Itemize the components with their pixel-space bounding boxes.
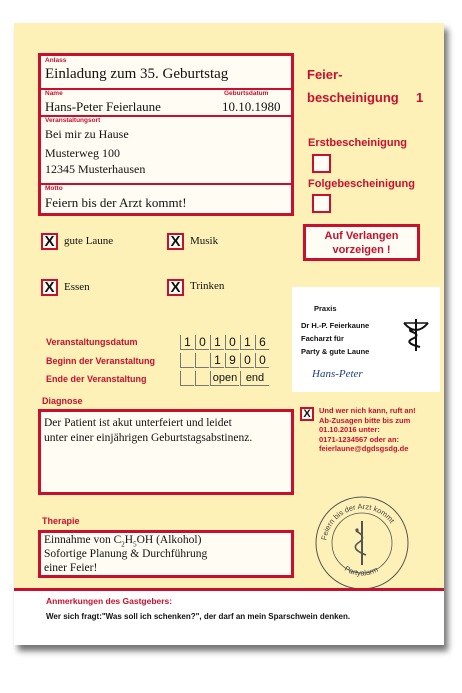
therapie-line (44, 534, 201, 548)
rsvp-line: 01.10.2016 unter: (319, 425, 380, 434)
birthdate-label: Geburtsdatum (224, 90, 269, 97)
event-digit: 0 (225, 335, 239, 350)
event-digit: 6 (255, 335, 269, 350)
rsvp-checkbox[interactable]: X (300, 407, 314, 421)
first-certificate-label: Erstbescheinigung (308, 137, 408, 149)
party-seal-icon (312, 493, 412, 593)
stamp-signature: Hans-Peter (312, 368, 363, 380)
event-digit: 1 (210, 335, 224, 350)
stamp-praxis: Praxis (314, 304, 337, 313)
rsvp-line: Und wer nich kann, ruft an! (319, 406, 416, 415)
venue-label: Veranstaltungsort (45, 117, 101, 124)
end-end: end (240, 371, 269, 386)
name-value: Hans-Peter Feierlaune (45, 99, 161, 114)
seal-bottom-text: Partyalarm (342, 563, 380, 578)
end-label: Ende der Veranstaltung (46, 374, 147, 384)
diagnose-label: Diagnose (42, 396, 83, 406)
certificate-card (14, 23, 444, 645)
caduceus-icon (400, 317, 432, 353)
event-date-label: Veranstaltungsdatum (46, 337, 138, 347)
event-digit: 1 (180, 335, 194, 350)
therapie-subscript: 2 (121, 540, 125, 549)
motto-value: Feiern bis der Arzt kommt! (45, 195, 187, 210)
footer-divider (14, 588, 444, 591)
follow-certificate-label: Folgebescheinigung (308, 178, 415, 190)
show-on-request-line1: Auf Verlangen (324, 230, 399, 242)
diagnose-line: unter einer einjährigen Geburtstagsabstinenz. (44, 432, 253, 444)
checkbox-label: gute Laune (64, 235, 114, 247)
start-digit: 9 (225, 353, 239, 368)
divider (41, 183, 291, 185)
anlass-label: Anlass (45, 57, 67, 64)
svg-text:Partyalarm (343, 564, 379, 578)
therapie-text: OH (Alkohol) (136, 534, 202, 546)
name-label: Name (45, 90, 63, 97)
seal-top-text: Feiern bis der Arzt kommt (319, 501, 397, 541)
first-certificate-checkbox[interactable] (312, 154, 331, 173)
therapie-line: einer Feier! (44, 562, 98, 574)
start-digit: 1 (210, 353, 224, 368)
checkbox-trinken[interactable]: X (167, 279, 184, 296)
stamp-line: Dr H.-P. Feierkaune (301, 321, 370, 330)
checkbox-gute-laune[interactable]: X (41, 233, 58, 250)
diagnose-box (38, 409, 294, 495)
venue-line: Bei mir zu Hause (45, 127, 129, 141)
diagnose-line: Der Patient ist akut unterfeiert und leidet (44, 417, 232, 429)
start-digit: 0 (255, 353, 269, 368)
invitation-box (38, 53, 294, 216)
checkbox-label: Essen (64, 281, 90, 293)
rsvp-line: 0171-1234567 oder an: (319, 434, 400, 444)
checkbox-label: Trinken (190, 280, 225, 292)
start-label: Beginn der Veranstaltung (46, 356, 156, 366)
certificate-number: 1 (416, 90, 424, 105)
show-on-request-box (303, 224, 420, 261)
checkbox-essen[interactable]: X (41, 279, 58, 296)
remarks-section (14, 591, 444, 645)
birthdate-value: 10.10.1980 (222, 99, 281, 114)
svg-text:Feiern bis der Arzt kommt (319, 502, 397, 541)
show-on-request-line2: vorzeigen ! (332, 244, 391, 256)
end-digit-blank (195, 371, 209, 386)
rsvp-line: Ab-Zusagen bitte bis zum (319, 415, 411, 425)
remarks-label: Anmerkungen des Gastgebers: (46, 596, 173, 606)
start-digit-blank (180, 353, 194, 368)
motto-label: Motto (45, 185, 63, 192)
venue-line: Musterweg 100 (45, 146, 120, 160)
rsvp-text (319, 406, 416, 454)
date-grid (180, 334, 280, 396)
therapie-subscript: 5 (133, 540, 137, 549)
start-digit: 0 (240, 353, 254, 368)
therapie-box (38, 530, 294, 578)
checkbox-musik[interactable]: X (167, 233, 184, 250)
event-digit: 0 (195, 335, 209, 350)
therapie-text: H (124, 534, 134, 546)
event-digit: 1 (240, 335, 254, 350)
therapie-label: Therapie (42, 516, 80, 526)
doctor-stamp (292, 287, 440, 392)
certificate-title-line1: Feier- (307, 67, 343, 82)
stamp-line: Party & gute Laune (301, 347, 370, 356)
rsvp-line: feierlaune@dgdsgsdg.de (319, 444, 409, 453)
start-digit-blank (195, 353, 209, 368)
certificate-title-line2: bescheinigung (307, 90, 399, 105)
therapie-line: Sofortige Planung & Durchführung (44, 548, 208, 560)
therapie-text: Einnahme von C (44, 534, 122, 546)
anlass-value: Einladung zum 35. Geburtstag (45, 66, 229, 82)
end-open: open (210, 371, 239, 386)
end-digit-blank (180, 371, 194, 386)
venue-line: 12345 Musterhausen (45, 162, 146, 176)
remarks-text: Wer sich fragt:"Was soll ich schenken?", der darf an mein Sparschwein denken. (46, 612, 351, 621)
follow-certificate-checkbox[interactable] (312, 194, 331, 213)
checkbox-label: Musik (190, 235, 219, 247)
stamp-line: Facharzt für (301, 334, 344, 343)
